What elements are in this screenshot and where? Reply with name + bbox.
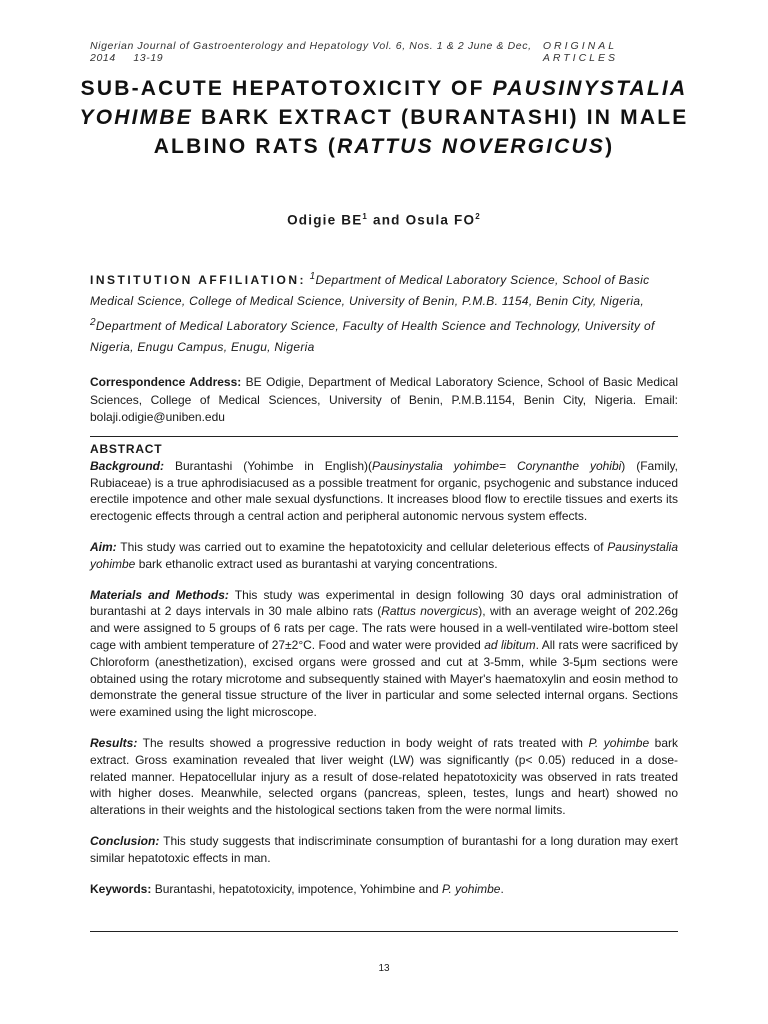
title-species: PAUSINYSTALIA YOHIMBE: [79, 77, 688, 129]
abstract-aim: [90, 539, 678, 573]
affiliation-2: Department of Medical Laboratory Science, Faculty of Health Science and Technology, University of Nigeria, Enugu Campus, Enugu, Nigeria: [90, 319, 655, 354]
aim-text: This study was carried out to examine the hepatotoxicity and cellular deleterious effects of: [116, 539, 608, 554]
aim-text-2: bark ethanolic extract used as burantashi at varying concentrations.: [135, 556, 498, 571]
author-1: Odigie BE: [287, 212, 363, 228]
correspondence-text: BE Odigie, Department of Medical Laboratory Science, School of Basic Medical Sciences, College of Medical Sciences, University of Benin, P.M.B.1154, Benin City, Nigeria. Email: bolaji.odigie@uniben.edu: [90, 375, 678, 424]
keywords-text-2: .: [500, 881, 504, 896]
affiliation-1: Department of Medical Laboratory Science, School of Basic Medical Science, College of Medical Science, University of Benin, P.M.B. 1154, Benin City, Nigeria,: [90, 273, 650, 308]
conclusion-text: This study suggests that indiscriminate consumption of burantashi for a long duration may exert similar hepatotoxic effects in man.: [90, 833, 678, 865]
abstract-background: [90, 458, 678, 525]
methods-text: This study was experimental in design following 30 days oral administration of burantashi at 2 days intervals in 30 male albino rats (: [90, 587, 678, 619]
article-title: [60, 74, 708, 161]
author-2-affil-mark: 2: [475, 212, 481, 221]
correspondence-label: Correspondence Address:: [90, 375, 242, 389]
abstract: [90, 441, 678, 911]
title-text-2: BARK EXTRACT (BURANTASHI) IN MALE ALBINO RATS (: [153, 106, 689, 158]
results-text: The results showed a progressive reduction in body weight of rats treated with: [137, 735, 589, 750]
author-2: Osula FO: [405, 212, 476, 228]
methods-species: Rattus novergicus: [381, 604, 479, 619]
background-text: Burantashi (Yohimbe in English)(: [164, 458, 373, 473]
keywords-species: P. yohimbe: [442, 881, 501, 896]
title-species-2: RATTUS NOVERGICUS: [337, 135, 606, 158]
abstract-methods: [90, 587, 678, 721]
abstract-bottom-rule: [90, 931, 678, 932]
journal-name: Nigerian Journal of Gastroenterology and Hepatology Vol. 6, Nos. 1 & 2 June & Dec, 2014: [90, 40, 532, 64]
conclusion-label: Conclusion:: [90, 833, 160, 848]
keywords-text: Burantashi, hepatotoxicity, impotence, Yohimbine and: [151, 881, 442, 896]
abstract-results: [90, 735, 678, 819]
results-species: P. yohimbe: [588, 735, 650, 750]
results-label: Results:: [90, 735, 138, 750]
title-text: SUB-ACUTE HEPATOTOXICITY OF: [80, 77, 493, 100]
aim-label: Aim:: [90, 539, 117, 554]
author-list: [0, 212, 768, 228]
background-label: Background:: [90, 458, 165, 473]
affiliation-label: INSTITUTION AFFILIATION:: [90, 273, 306, 287]
author-1-affil-mark: 1: [362, 212, 369, 221]
title-text-3: ): [605, 135, 615, 158]
methods-text-2: ), with an average weight of 202.26g and were assigned to 5 groups of 6 rats per cage. The rats were housed in a well-ventilated wire-bottom steel cage with ambient temperature of 27±2°C. Food and water were provided: [90, 604, 678, 652]
page-range: 13-19: [133, 52, 164, 64]
abstract-conclusion: [90, 833, 678, 867]
methods-text-3: . All rats were sacrificed by Chloroform (anesthetization), excised organs were grossed and cut at 3-5mm, while 3-5μm sections were obtained using the rotary microtome and subsequently stained with Mayer's haematoxylin and eosin method to demonstrate the general tissue structure of the liver in particular and some selected internal organs. Sections were examined using the light microscope.: [90, 637, 678, 720]
aim-species: Pausinystalia yohimbe: [90, 539, 678, 571]
abstract-keywords: [90, 881, 678, 898]
running-header: [90, 40, 678, 64]
author-conjunction: and: [368, 212, 406, 228]
abstract-heading: ABSTRACT: [90, 442, 163, 456]
background-text-2: ) (Family, Rubiaceae) is a true aphrodisiacused as a possible treatment for organic, psychogenic and substance induced erectile impotence and other male sexual dysfunctions. It increases blood flow to erectile tissues and exerts its erectogenic effects through a central action and peripheral autonomic nervous system effects.: [90, 458, 678, 524]
affiliation-mark-2: 2: [90, 317, 96, 328]
keywords-label: Keywords:: [90, 881, 152, 896]
correspondence-address: [90, 374, 678, 427]
background-species: Pausinystalia yohimbe= Corynanthe yohibi: [372, 458, 622, 473]
journal-citation: [90, 40, 543, 64]
affiliation-mark-1: 1: [309, 271, 316, 282]
abstract-top-rule: [90, 436, 678, 437]
page-number: 13: [378, 963, 390, 974]
methods-label: Materials and Methods:: [90, 587, 229, 602]
section-label: ORIGINAL ARTICLES: [542, 40, 619, 64]
methods-ad-libitum: ad libitum: [484, 637, 536, 652]
results-text-2: bark extract. Gross examination revealed that liver weight (LW) was significantly (p< 0.05) reduced in a dose-related manner. Hepatocellular injury as a result of dose-related hepatotoxicity was observed in rats treated with higher doses. Meanwhile, selected organs (pancreas, spleen, testes, lungs and heart) showed no alterations in their weights and the histological sections taken from the were normal limits.: [90, 735, 679, 818]
institution-affiliation: [90, 266, 678, 358]
